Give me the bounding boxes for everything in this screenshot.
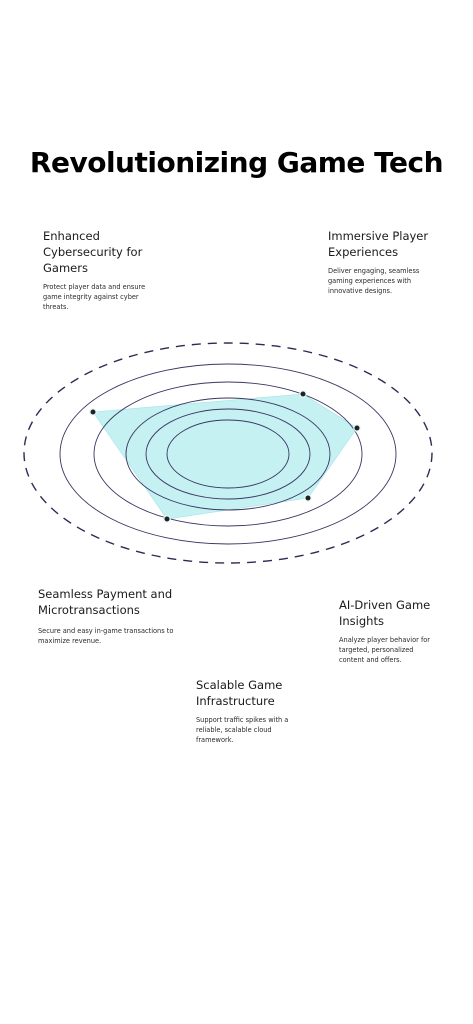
feature-ai-insights (339, 597, 439, 665)
node-dot (299, 390, 307, 398)
feature-title: Scalable Game Infrastructure (196, 678, 283, 708)
feature-description: Analyze player behavior for targeted, personalized content and offers. (339, 636, 431, 664)
node-dot (353, 424, 361, 432)
feature-description: Protect player data and ensure game integrity against cyber threats. (43, 283, 146, 311)
page-title: Revolutionizing Game Tech (29, 146, 444, 179)
feature-title: AI-Driven Game Insights (339, 598, 431, 628)
feature-title: Seamless Payment and Microtransactions (38, 587, 173, 617)
feature-immersive-experiences (328, 228, 438, 296)
feature-title: Immersive Player Experiences (328, 229, 429, 259)
feature-title: Enhanced Cybersecurity for Gamers (43, 229, 143, 275)
node-dot (89, 408, 97, 416)
node-dot (304, 494, 312, 502)
orbit-diagram (0, 330, 473, 570)
feature-description: Secure and easy in-game transactions to maximize revenue. (38, 627, 174, 645)
feature-cybersecurity (43, 228, 161, 312)
node-dot (163, 515, 171, 523)
feature-description: Support traffic spikes with a reliable, scalable cloud framework. (196, 716, 289, 744)
feature-payment (38, 586, 178, 646)
feature-description: Deliver engaging, seamless gaming experiences with innovative designs. (328, 267, 420, 295)
coverage-area (93, 394, 357, 519)
feature-scalable-infrastructure (196, 677, 306, 745)
